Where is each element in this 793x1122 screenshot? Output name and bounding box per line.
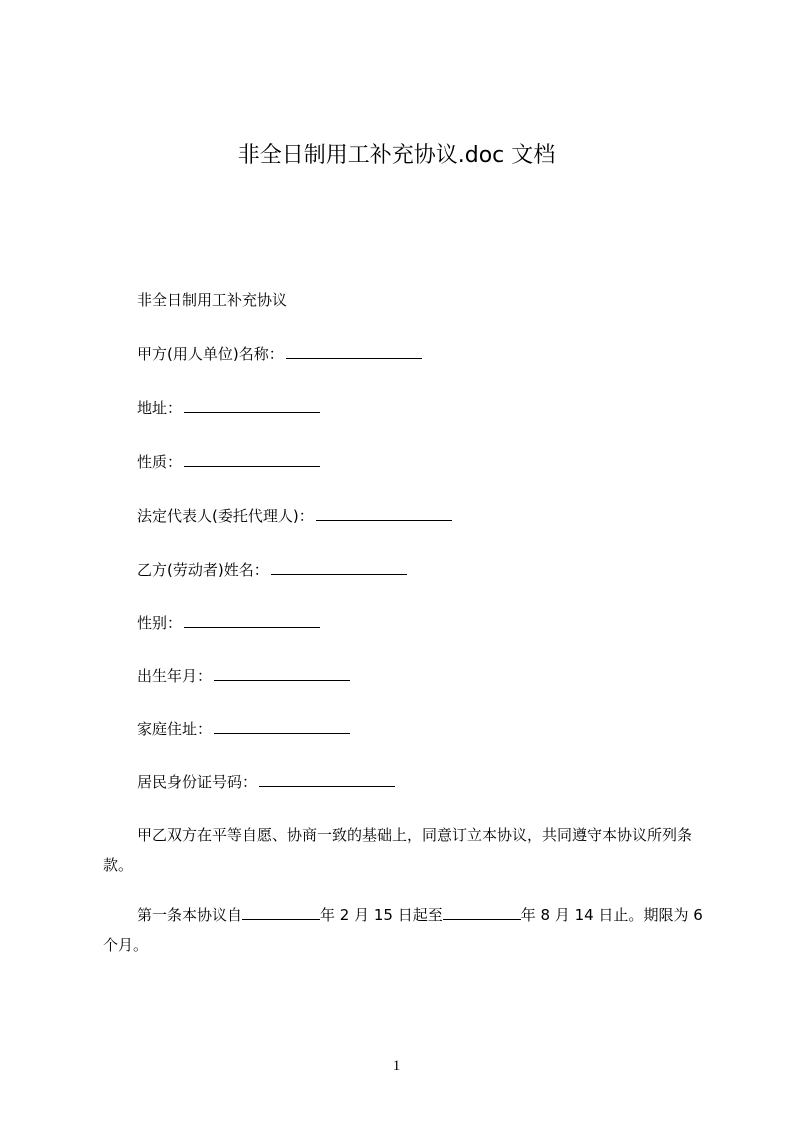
field-label: 乙方(劳动者)姓名： — [137, 561, 269, 579]
fill-blank[interactable] — [184, 613, 320, 628]
field-label: 居民身份证号码： — [137, 773, 258, 791]
field-birth-date — [137, 666, 350, 686]
field-address — [137, 398, 320, 418]
field-home-address — [137, 719, 350, 739]
field-label: 出生年月： — [137, 667, 213, 685]
fill-blank[interactable] — [184, 452, 320, 467]
article-text: 年 2 月 15 日起至 — [320, 906, 443, 924]
field-id-number — [137, 772, 395, 792]
field-label: 地址： — [137, 399, 183, 417]
fill-blank[interactable] — [242, 905, 320, 920]
field-label: 甲方(用人单位)名称： — [137, 345, 284, 363]
document-title: 非全日制用工补充协议.doc 文档 — [237, 143, 556, 168]
fill-blank[interactable] — [443, 905, 521, 920]
intro-paragraph: 甲乙双方在平等自愿、协商一致的基础上，同意订立本协议，共同遵守本协议所列条款。 — [103, 826, 693, 874]
field-label: 家庭住址： — [137, 720, 213, 738]
page-number: 1 — [392, 1058, 401, 1074]
field-nature — [137, 452, 320, 472]
field-gender — [137, 613, 320, 633]
fill-blank[interactable] — [214, 666, 350, 681]
fill-blank[interactable] — [271, 560, 407, 575]
article-one — [103, 900, 703, 960]
fill-blank[interactable] — [214, 719, 350, 734]
field-employee-name — [137, 560, 407, 580]
article-text: 第一条本协议自 — [137, 906, 243, 924]
field-label: 性质： — [137, 453, 183, 471]
fill-blank[interactable] — [259, 772, 395, 787]
field-employer-name — [137, 344, 422, 364]
article-text: 年 8 月 14 日止。期限为 6 个月。 — [103, 906, 703, 954]
fill-blank[interactable] — [316, 506, 452, 521]
fill-blank[interactable] — [184, 398, 320, 413]
fill-blank[interactable] — [286, 344, 422, 359]
field-legal-representative — [137, 506, 452, 526]
field-label: 性别： — [137, 614, 183, 632]
field-label: 法定代表人(委托代理人)： — [137, 507, 314, 525]
agreement-heading: 非全日制用工补充协议 — [137, 291, 288, 309]
